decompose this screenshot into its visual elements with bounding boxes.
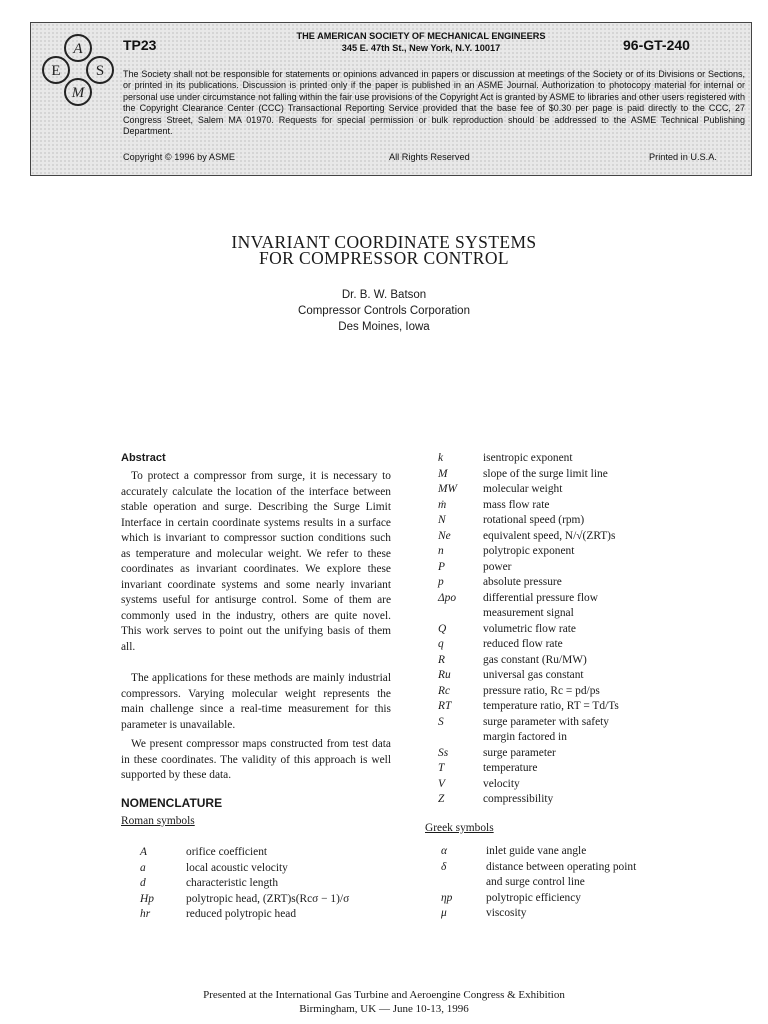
paper-title-line-2: FOR COMPRESSOR CONTROL <box>259 248 509 268</box>
nomenclature-definition <box>483 637 563 653</box>
disclaimer-text: The Society shall not be responsible for statements or opinions advanced in papers or discussion at meetings of the Society or of its Divisions or Sections, or printed in its publications. Discussion is printed only if the paper is published in an ASME Journal. Authorization to photocopy material for internal or personal use under circumstance not falling within the fair use provisions of the Copyright Act is granted by ASME to libraries and other users registered with the Copyright Clearance Center (CCC) Transactional Reporting Service provided that the base fee of $0.30 per page is paid directly to the CCC, 27 Congress Street, Salem MA 01970. Requests for special permission or bulk reproduction should be addressed to the ASME Technical Publishing Department. <box>123 69 745 137</box>
nomenclature-definition-text: velocity <box>483 777 520 790</box>
nomenclature-definition <box>483 591 598 622</box>
nomenclature-definition-continued: measurement signal <box>483 607 574 619</box>
nomenclature-heading: NOMENCLATURE <box>121 796 223 810</box>
abstract-paragraph-2: The applications for these methods are mainly industrial compressors. Varying molecular weight represents the main challenge since a real-time measurement for this parameter is unavailable. <box>121 672 391 731</box>
author-location: Des Moines, Iowa <box>338 321 430 333</box>
nomenclature-symbol: Δpo <box>438 591 457 604</box>
nomenclature-definition <box>483 622 576 638</box>
conference-line: Presented at the International Gas Turbine and Aeroengine Congress & Exhibition <box>203 989 565 1001</box>
abstract-paragraph-1: To protect a compressor from surge, it is necessary to accurately calculate the location of the interface between stable operation and surge. Describing the Surge Limit Interface in certain coordinate systems results in a surface which is invariant to compressor suction conditions such as temperature and molecular weight. We refer to these coordinates as invariant coordinates. We explore these invariant coordinate systems and some nearly invariant systems useful for antisurge control. Some of them are commonly used in the industry, others are quite novel. This work serves to point out the unifying basis of them all. <box>121 470 391 653</box>
nomenclature-definition <box>486 906 527 922</box>
nomenclature-definition <box>483 482 562 498</box>
nomenclature-definition-text: surge parameter with safety <box>483 715 609 728</box>
logo-letter-m: M <box>71 85 85 101</box>
nomenclature-symbol: Q <box>438 622 447 635</box>
nomenclature-definition <box>186 861 288 877</box>
nomenclature-symbol: R <box>438 653 445 666</box>
nomenclature-definition <box>483 684 600 700</box>
nomenclature-definition <box>483 498 549 514</box>
nomenclature-definition-text: molecular weight <box>483 483 563 495</box>
logo-letter-a: A <box>73 41 83 57</box>
nomenclature-definition-text: surge parameter <box>483 746 556 759</box>
society-name: THE AMERICAN SOCIETY OF MECHANICAL ENGINEERS <box>296 31 546 41</box>
nomenclature-definition <box>483 575 562 591</box>
nomenclature-definition-text: viscosity <box>486 907 527 919</box>
nomenclature-definition <box>483 653 587 669</box>
nomenclature-definition-text: polytropic exponent <box>483 545 575 557</box>
nomenclature-definition-text: isentropic exponent <box>483 452 573 464</box>
asme-logo-icon <box>41 33 115 107</box>
nomenclature-symbol: Hp <box>140 892 154 905</box>
nomenclature-definition-text: equivalent speed, N/√(ZRT)s <box>483 529 616 542</box>
author-name: Dr. B. W. Batson <box>341 289 427 301</box>
logo-letter-s: S <box>95 63 105 79</box>
nomenclature-symbol: α <box>441 845 447 857</box>
nomenclature-symbol: N <box>438 514 446 526</box>
nomenclature-definition-text: volumetric flow rate <box>483 622 576 635</box>
nomenclature-definition <box>483 746 556 762</box>
nomenclature-definition-text: rotational speed (rpm) <box>483 514 585 526</box>
nomenclature-definition <box>186 907 296 923</box>
abstract-paragraph-3: We present compressor maps constructed from test data in these coordinates. The validity of this approach is well supported by these data. <box>121 738 391 781</box>
nomenclature-symbol: Ru <box>438 669 451 681</box>
rights-notice: All Rights Reserved <box>389 152 470 162</box>
nomenclature-definition <box>483 699 619 715</box>
nomenclature-symbol: n <box>438 545 444 557</box>
nomenclature-definition <box>483 544 574 560</box>
greek-symbols-heading: Greek symbols <box>425 822 494 834</box>
tp-code: TP23 <box>123 37 157 53</box>
nomenclature-definition-text: mass flow rate <box>483 498 550 511</box>
nomenclature-definition <box>483 777 520 793</box>
society-address: 345 E. 47th St., New York, N.Y. 10017 <box>341 43 501 53</box>
paper-number: 96-GT-240 <box>623 37 690 53</box>
nomenclature-definition <box>483 792 553 808</box>
nomenclature-symbol: Z <box>438 793 445 805</box>
nomenclature-definition-text: local acoustic velocity <box>186 861 288 874</box>
nomenclature-definition <box>186 876 278 892</box>
nomenclature-symbol: μ <box>441 907 447 919</box>
nomenclature-definition-continued: margin factored in <box>483 731 567 743</box>
nomenclature-symbol: ṁ <box>438 498 447 511</box>
nomenclature-definition <box>483 513 584 529</box>
nomenclature-symbol: δ <box>441 860 447 873</box>
conference-location-date: Birmingham, UK — June 10-13, 1996 <box>299 1003 469 1015</box>
nomenclature-definition-text: orifice coefficient <box>186 846 268 858</box>
nomenclature-symbol: Ne <box>438 529 451 542</box>
nomenclature-symbol: RT <box>438 700 452 712</box>
nomenclature-definition <box>483 761 537 777</box>
nomenclature-symbol: k <box>438 452 444 464</box>
nomenclature-definition-text: distance between operating point <box>486 860 637 873</box>
nomenclature-definition-text: reduced flow rate <box>483 638 563 650</box>
nomenclature-symbol: A <box>140 846 147 858</box>
nomenclature-definition-text: power <box>483 560 512 573</box>
nomenclature-definition <box>483 451 573 467</box>
nomenclature-definition-text: slope of the surge limit line <box>483 467 608 480</box>
abstract-heading: Abstract <box>121 452 166 464</box>
nomenclature-definition <box>186 845 267 861</box>
roman-symbols-heading: Roman symbols <box>121 815 195 827</box>
nomenclature-definition-text: compressibility <box>483 793 554 805</box>
nomenclature-definition-text: polytropic efficiency <box>486 891 581 904</box>
logo-letter-e: E <box>51 63 61 79</box>
nomenclature-definition <box>483 560 511 576</box>
nomenclature-symbol: hr <box>140 908 151 920</box>
nomenclature-definition-text: inlet guide vane angle <box>486 845 587 857</box>
nomenclature-definition <box>483 529 615 545</box>
nomenclature-symbol: T <box>438 762 445 774</box>
nomenclature-symbol: d <box>140 877 146 889</box>
nomenclature-symbol: P <box>438 560 445 573</box>
nomenclature-definition-text: universal gas constant <box>483 669 584 681</box>
nomenclature-definition-text: gas constant (Ru/MW) <box>483 653 587 666</box>
nomenclature-definition-text: absolute pressure <box>483 576 562 588</box>
author-company: Compressor Controls Corporation <box>298 305 470 317</box>
nomenclature-definition-text: pressure ratio, Rc = pd/ps <box>483 684 600 697</box>
copyright-notice: Copyright © 1996 by ASME <box>123 152 235 162</box>
nomenclature-definition-text: differential pressure flow <box>483 591 598 604</box>
nomenclature-definition <box>486 860 636 891</box>
nomenclature-symbol: ηp <box>441 891 453 904</box>
paper-title-line-1: INVARIANT COORDINATE SYSTEMS <box>231 232 537 252</box>
nomenclature-definition <box>486 844 586 860</box>
nomenclature-symbol: p <box>438 576 444 588</box>
nomenclature-symbol: MW <box>438 483 457 495</box>
nomenclature-symbol: S <box>438 715 444 728</box>
nomenclature-definition-text: reduced polytropic head <box>186 908 297 920</box>
nomenclature-symbol: a <box>140 861 146 874</box>
nomenclature-symbol: Rc <box>438 684 451 697</box>
nomenclature-definition <box>186 892 349 908</box>
nomenclature-symbol: M <box>438 467 448 480</box>
nomenclature-definition-text: temperature <box>483 762 538 774</box>
printed-notice: Printed in U.S.A. <box>649 152 717 162</box>
nomenclature-definition <box>483 467 608 483</box>
asme-header-box <box>30 22 752 176</box>
nomenclature-definition <box>486 891 581 907</box>
nomenclature-definition <box>483 715 609 746</box>
nomenclature-definition-continued: and surge control line <box>486 876 585 888</box>
nomenclature-symbol: V <box>438 777 445 790</box>
nomenclature-symbol: q <box>438 638 444 650</box>
nomenclature-definition <box>483 668 584 684</box>
nomenclature-definition-text: polytropic head, (ZRT)s(Rcσ − 1)/σ <box>186 892 350 905</box>
nomenclature-symbol: Ss <box>438 746 449 759</box>
nomenclature-definition-text: characteristic length <box>186 877 279 889</box>
nomenclature-definition-text: temperature ratio, RT = Td/Ts <box>483 700 619 712</box>
